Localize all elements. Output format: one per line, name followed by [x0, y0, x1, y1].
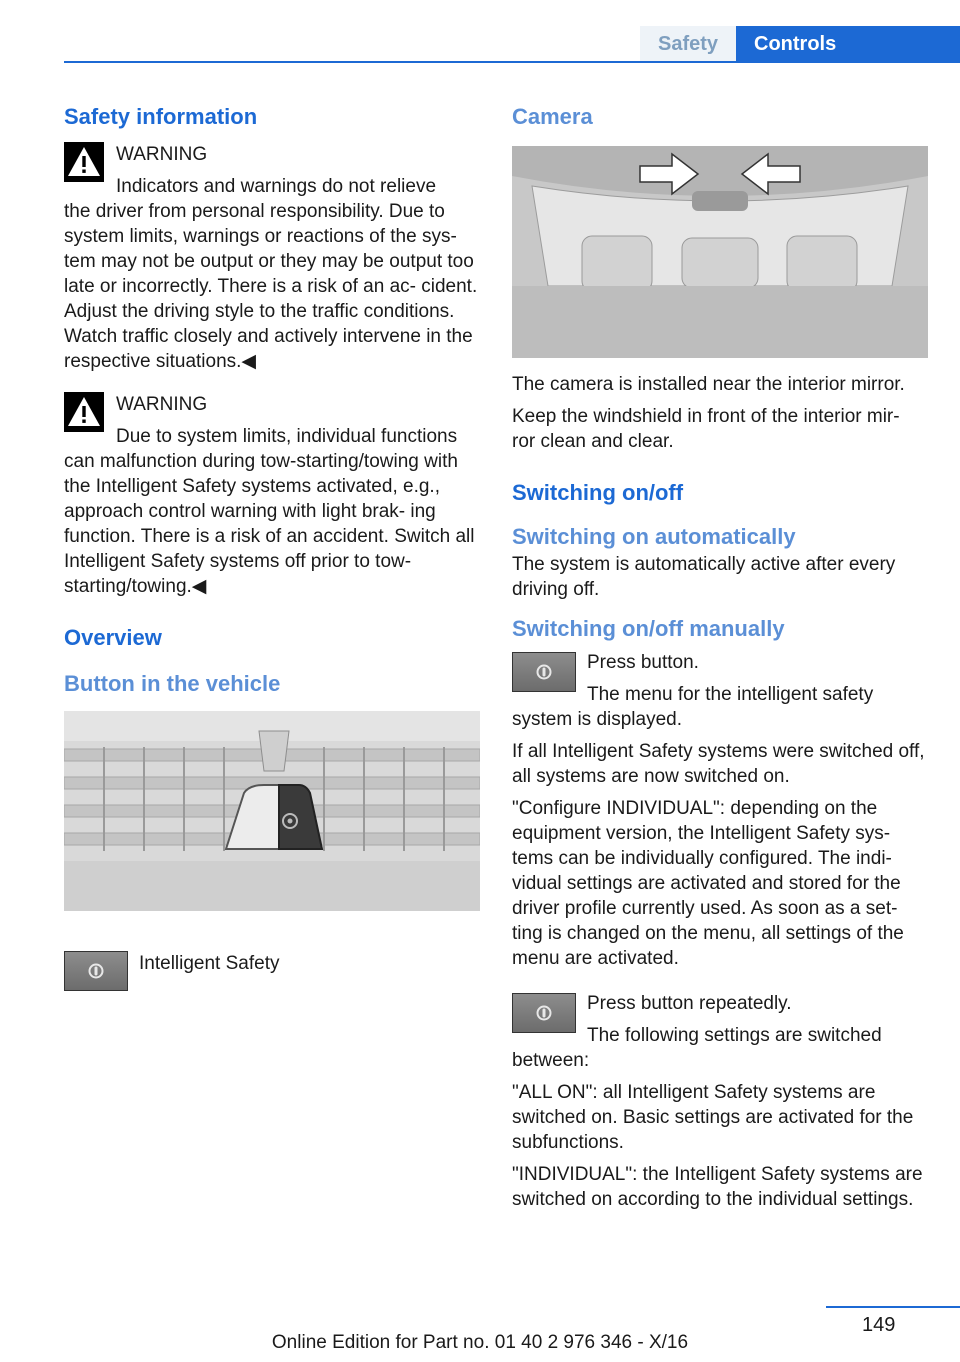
- individual-text: "INDIVIDUAL": the Intelligent Safety systems are switched on according to the individual settings.: [512, 1164, 923, 1210]
- warning-lead: Indicators and warnings do not relieve: [116, 176, 437, 197]
- warning-block-1: [64, 142, 480, 374]
- header-tabs: [640, 26, 960, 62]
- warning-triangle-icon: [64, 392, 104, 432]
- all-on-text: "ALL ON": all Intelligent Safety systems are switched on. Basic settings are activated for the subfunctions.: [512, 1082, 914, 1153]
- camera-heading: Camera: [512, 104, 593, 129]
- camera-location-text: The camera is installed near the interior mirror.: [512, 374, 905, 395]
- intelligent-safety-caption: Intelligent Safety: [139, 953, 280, 974]
- warning-title: WARNING: [116, 144, 208, 165]
- vehicle-button-photo: [64, 711, 480, 931]
- switching-auto-heading: Switching on automatically: [512, 524, 796, 549]
- button-in-vehicle-heading: Button in the vehicle: [64, 671, 281, 696]
- switching-manual-heading: Switching on/off manually: [512, 616, 785, 641]
- menu-displayed-text: The menu for the intelligent safety: [587, 684, 874, 705]
- overview-heading: Overview: [64, 625, 162, 650]
- warning-body: can malfunction during tow-starting/towing with the Intelligent Safety systems activated, e.g., approach control warning with light brak‐ ing function. There is a risk of an accident. Switch all Intelligent Safety systems off prior to tow-starting/towing.◀: [64, 451, 475, 597]
- warning-block-2: [64, 392, 480, 599]
- all-switched-on-text: If all Intelligent Safety systems were switched off, all systems are now switched on.: [512, 741, 925, 787]
- intelligent-safety-button-legend: [64, 951, 480, 991]
- safety-information-heading: Safety information: [64, 104, 258, 129]
- warning-triangle-icon: [64, 142, 104, 182]
- page-number: 149: [862, 1314, 896, 1336]
- left-column: [64, 100, 480, 991]
- header-rule: [64, 61, 960, 63]
- footer-rule: [826, 1306, 960, 1308]
- switching-heading: Switching on/off: [512, 480, 684, 505]
- switching-auto-text: The system is automatically active after every driving off.: [512, 554, 896, 600]
- warning-title: WARNING: [116, 394, 208, 415]
- header-chapter-label: Controls: [736, 26, 960, 62]
- press-repeatedly-text: Press button repeatedly.: [587, 993, 792, 1014]
- intelligent-safety-button-icon: [512, 652, 576, 692]
- right-column: [512, 100, 928, 1219]
- camera-location-photo: [512, 146, 928, 358]
- edition-footer: Online Edition for Part no. 01 40 2 976 346 - X/16: [271, 1332, 689, 1353]
- press-button-text: Press button.: [587, 652, 699, 673]
- intelligent-safety-button-icon: [512, 993, 576, 1033]
- settings-switched-text: The following settings are switched: [587, 1025, 882, 1046]
- header-section-label: Safety: [640, 26, 736, 62]
- press-repeatedly-legend: [512, 991, 928, 1048]
- intelligent-safety-button-icon: [64, 951, 128, 991]
- warning-body: the driver from personal responsibility. Due to system limits, warnings or reactions of the sys‐ tem may not be output or they may be output too late or incorrectly. There is a risk of an ac‐ cident. Adjust the driving style to the traffic conditions. Watch traffic closely and actively intervene in the respective situations.◀: [64, 201, 478, 372]
- configure-individual-text: "Configure INDIVIDUAL": depending on the equipment version, the Intelligent Safety sys‐ tems can be individually configured. The indi‐ vidual settings are activated and stored for the driver profile currently used. As soon as a set‐ ting is changed on the menu, all settings of the menu are activated.: [512, 798, 904, 969]
- press-button-legend: [512, 650, 928, 707]
- menu-displayed-continuation: system is displayed.: [512, 709, 683, 730]
- warning-lead: Due to system limits, individual functions: [116, 426, 458, 447]
- camera-clean-text: Keep the windshield in front of the interior mir‐ ror clean and clear.: [512, 406, 900, 452]
- settings-switched-continuation: between:: [512, 1050, 590, 1071]
